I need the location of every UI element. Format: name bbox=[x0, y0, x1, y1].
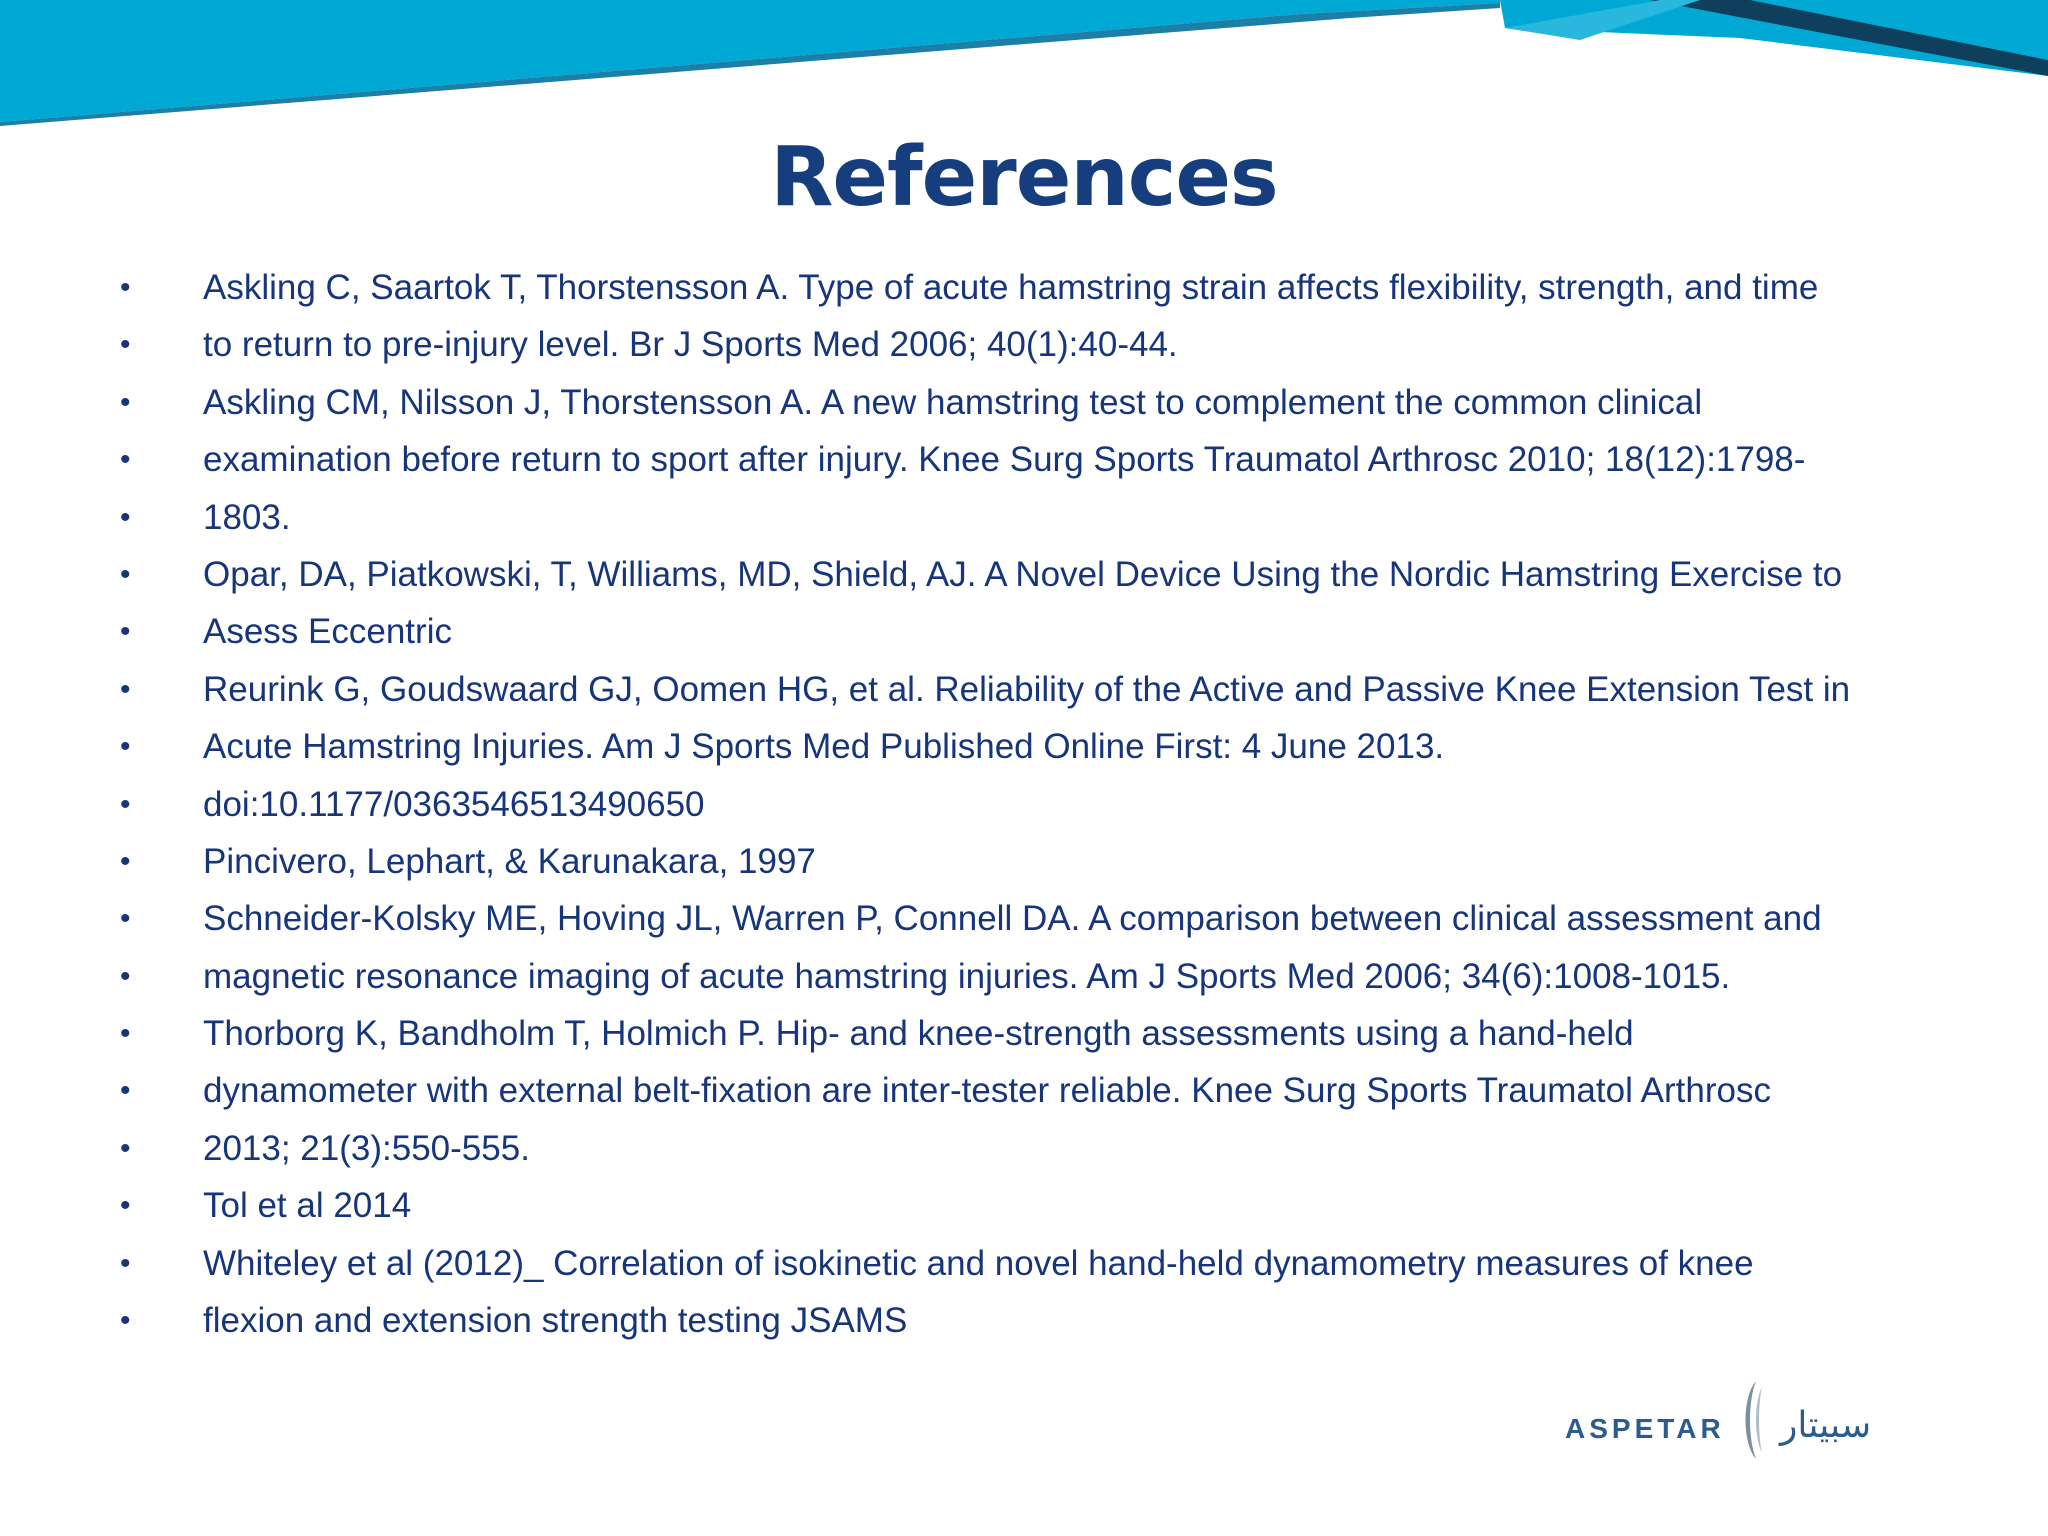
reference-text: Pincivero, Lephart, & Karunakara, 1997 bbox=[203, 841, 816, 881]
reference-text: Asess Eccentric bbox=[203, 612, 452, 652]
list-item bbox=[120, 1235, 1910, 1292]
logo-text-latin: ASPETAR bbox=[1565, 1413, 1725, 1444]
bullet-icon: • bbox=[120, 615, 131, 649]
reference-text: Askling CM, Nilsson J, Thorstensson A. A new hamstring test to complement the common clinical bbox=[203, 382, 1703, 422]
reference-text: doi:10.1177/0363546513490650 bbox=[203, 784, 705, 824]
bullet-icon: • bbox=[120, 730, 131, 764]
reference-text: Acute Hamstring Injuries. Am J Sports Med Published Online First: 4 June 2013. bbox=[203, 727, 1445, 767]
list-item bbox=[120, 1062, 1910, 1119]
list-item bbox=[120, 1005, 1910, 1062]
reference-text: Askling C, Saartok T, Thorstensson A. Type of acute hamstring strain affects flexibility, strength, and time bbox=[203, 268, 1819, 307]
bullet-icon: • bbox=[120, 271, 131, 304]
list-item bbox=[120, 1177, 1910, 1234]
list-item bbox=[120, 890, 1910, 947]
reference-text: magnetic resonance imaging of acute hamstring injuries. Am J Sports Med 2006; 34(6):1008-1015. bbox=[203, 956, 1731, 996]
reference-text: Whiteley et al (2012)_ Correlation of isokinetic and novel hand-held dynamometry measures of knee bbox=[203, 1243, 1754, 1283]
bullet-icon: • bbox=[120, 1131, 131, 1165]
reference-text: 2013; 21(3):550-555. bbox=[203, 1128, 530, 1168]
list-item bbox=[120, 718, 1910, 775]
reference-text: examination before return to sport after injury. Knee Surg Sports Traumatol Arthrosc 2010; 18(12):1798- bbox=[203, 440, 1806, 480]
bullet-icon: • bbox=[120, 328, 131, 362]
reference-text: 1803. bbox=[203, 497, 291, 537]
bullet-icon: • bbox=[120, 1189, 131, 1223]
references-list bbox=[120, 259, 1910, 1349]
list-item bbox=[120, 431, 1910, 488]
reference-text: Schneider-Kolsky ME, Hoving JL, Warren P, Connell DA. A comparison between clinical assessment and bbox=[203, 899, 1822, 939]
reference-text: flexion and extension strength testing JSAMS bbox=[203, 1301, 908, 1341]
bullet-icon: • bbox=[120, 787, 131, 821]
bullet-icon: • bbox=[120, 1017, 131, 1051]
bullet-icon: • bbox=[120, 385, 131, 419]
bullet-icon: • bbox=[120, 959, 131, 993]
list-item bbox=[120, 316, 1910, 373]
reference-text: Reurink G, Goudswaard GJ, Oomen HG, et al. Reliability of the Active and Passive Knee Extension Test in bbox=[203, 669, 1851, 709]
aspetar-logo bbox=[1560, 1375, 1950, 1465]
list-item bbox=[120, 546, 1910, 603]
list-item bbox=[120, 1120, 1910, 1177]
bullet-icon: • bbox=[120, 1304, 131, 1338]
logo-mark-icon bbox=[1734, 1377, 1774, 1463]
bullet-icon: • bbox=[120, 844, 131, 878]
bullet-icon: • bbox=[120, 902, 131, 936]
list-item bbox=[120, 661, 1910, 718]
bullet-icon: • bbox=[120, 500, 131, 534]
list-item bbox=[120, 1292, 1910, 1349]
bullet-icon: • bbox=[120, 1074, 131, 1108]
reference-text: Tol et al 2014 bbox=[203, 1186, 412, 1226]
reference-text: to return to pre-injury level. Br J Sports Med 2006; 40(1):40-44. bbox=[203, 325, 1178, 365]
header-banner bbox=[0, 0, 2048, 140]
logo-text-arabic: سبيتار bbox=[1780, 1405, 1872, 1446]
list-item bbox=[120, 833, 1910, 890]
reference-text: dynamometer with external belt-fixation are inter-tester reliable. Knee Surg Sports Traumatol Arthrosc bbox=[203, 1071, 1771, 1111]
reference-text: Opar, DA, Piatkowski, T, Williams, MD, Shield, AJ. A Novel Device Using the Nordic Hamstring Exercise to bbox=[203, 554, 1843, 594]
list-item bbox=[120, 776, 1910, 833]
bullet-icon: • bbox=[120, 1246, 131, 1280]
bullet-icon: • bbox=[120, 443, 131, 477]
list-item bbox=[120, 603, 1910, 660]
list-item bbox=[120, 948, 1910, 1005]
list-item bbox=[120, 259, 1910, 316]
bullet-icon: • bbox=[120, 557, 131, 591]
reference-text: Thorborg K, Bandholm T, Holmich P. Hip- and knee-strength assessments using a hand-held bbox=[203, 1014, 1634, 1054]
list-item bbox=[120, 489, 1910, 546]
list-item bbox=[120, 374, 1910, 431]
slide-title: References bbox=[770, 130, 1278, 225]
bullet-icon: • bbox=[120, 672, 131, 706]
